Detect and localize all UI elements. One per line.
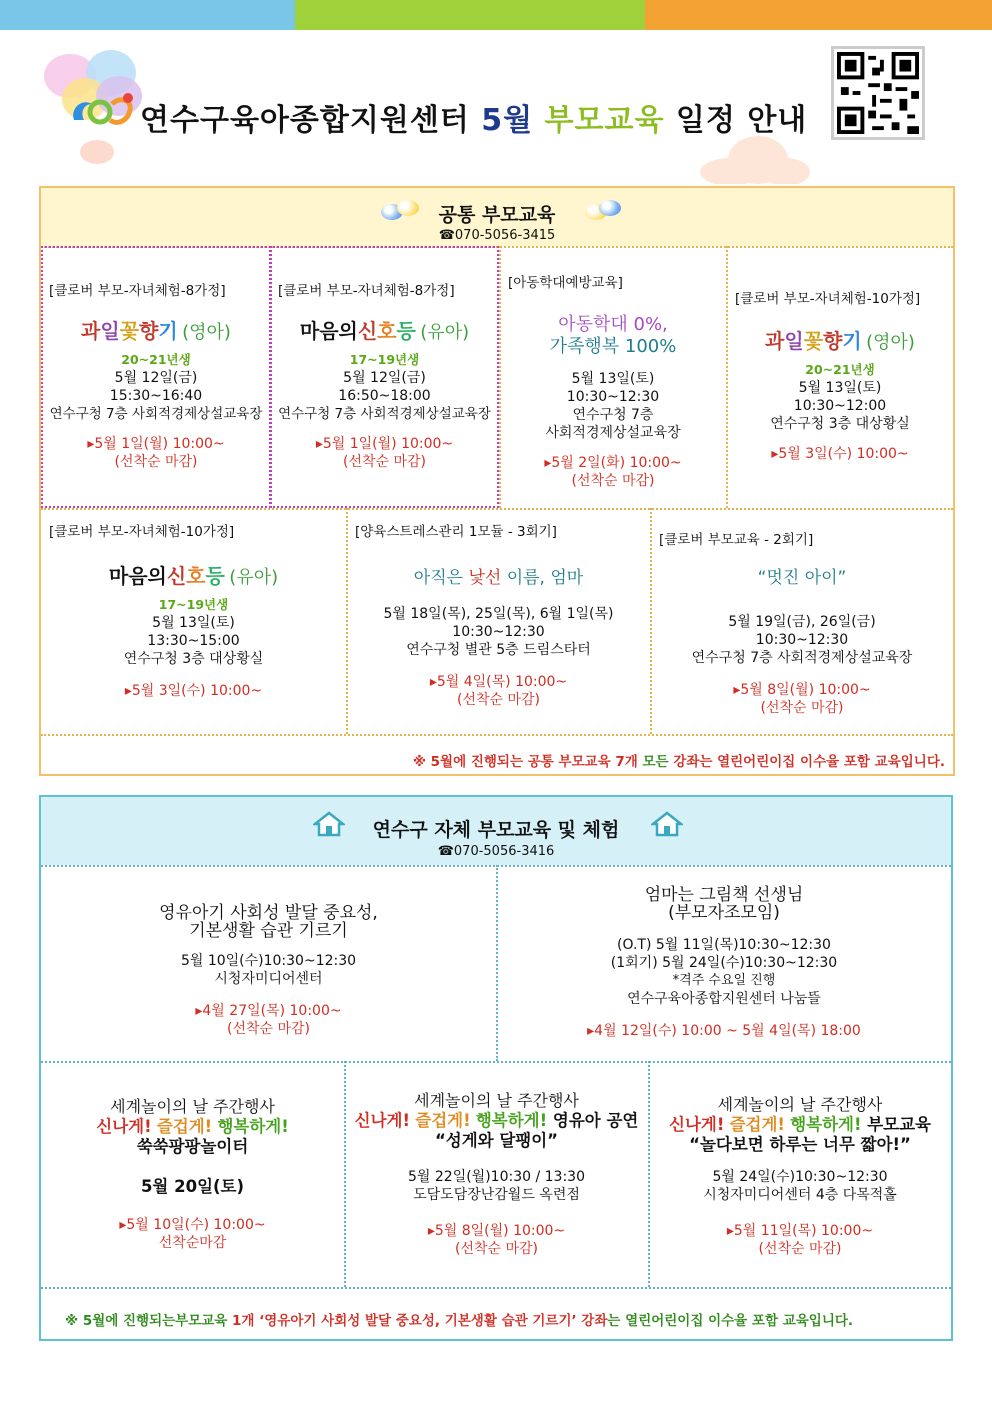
apply-note: (선착순 마감) bbox=[457, 692, 540, 708]
birth-years: 20~21년생 bbox=[121, 352, 191, 367]
event-time: 16:50~18:00 bbox=[338, 388, 431, 404]
local-section-title: 연수구 자체 부모교육 및 체험 bbox=[372, 819, 620, 841]
apply-note: (선착순 마감) bbox=[455, 1241, 538, 1257]
program-card bbox=[649, 1062, 951, 1287]
event-date: 5월 10일(수)10:30~12:30 bbox=[180, 953, 357, 969]
event-session-ot: (O.T) 5월 11일(목)10:30~12:30 bbox=[617, 937, 831, 953]
program-card bbox=[41, 246, 271, 508]
event-date: 5월 13일(토) bbox=[798, 380, 882, 396]
apply-period: ▸5월 10일(수) 10:00~ bbox=[119, 1217, 266, 1233]
common-phone: ☎070-5056-3415 bbox=[438, 228, 556, 243]
event-place: 연수구청 7층 bbox=[572, 407, 654, 423]
apply-period: ▸4월 12일(수) 10:00 ~ 5월 4일(목) 18:00 bbox=[587, 1023, 861, 1039]
local-education-section bbox=[39, 795, 953, 1341]
event-place: 연수구청 3층 대상황실 bbox=[123, 651, 264, 667]
local-footnote: ※ 5월에 진행되는부모교육 1개 ‘영유아기 사회성 발달 중요성, 기본생활 습관 기르기’ 강좌는 열린어린이집 이수율 포함 교육입니다. bbox=[65, 1313, 854, 1329]
program-subtitle: 아직은 낯선 이름, 엄마 bbox=[413, 568, 584, 588]
event-top-label: 세계놀이의 날 주간행사 bbox=[110, 1097, 275, 1116]
event-time: 10:30~12:30 bbox=[452, 624, 545, 640]
slogan-3: 행복하게! bbox=[790, 1115, 862, 1134]
event-session-1: (1회기) 5월 24일(수)10:30~12:30 bbox=[610, 955, 838, 971]
cloud-decoration bbox=[700, 134, 810, 184]
program-card bbox=[347, 509, 650, 734]
event-time: 15:30~16:40 bbox=[109, 388, 203, 404]
slogan-2: 즐겁게! bbox=[415, 1111, 471, 1130]
event-frequency: *격주 수요일 진행 bbox=[672, 973, 776, 988]
event-date: 5월 24일(수)10:30~12:30 bbox=[712, 1169, 888, 1185]
program-tag: [아동학대예방교육] bbox=[508, 275, 623, 291]
slogan-1: 신나게! bbox=[669, 1115, 725, 1134]
program-title: 엄마는 그림책 선생님 bbox=[644, 885, 804, 905]
title-guide: 일정 안내 bbox=[675, 103, 808, 138]
age-group: (영아) bbox=[182, 322, 231, 343]
event-place: 연수구청 7층 사회적경제상설교육장 bbox=[49, 406, 263, 422]
program-name-fruit: 과일꽃향기 bbox=[81, 319, 178, 343]
program-name-fruit: 과일꽃향기 bbox=[765, 329, 862, 353]
apply-period: ▸5월 3일(수) 10:00~ bbox=[124, 683, 263, 699]
program-card bbox=[651, 509, 953, 734]
apply-period: ▸5월 1일(월) 10:00~ bbox=[315, 436, 454, 452]
title-month: 5월 bbox=[481, 103, 534, 138]
program-title: 영유아기 사회성 발달 중요성, bbox=[159, 903, 378, 923]
apply-period: ▸5월 11일(목) 10:00~ bbox=[726, 1223, 874, 1239]
program-slogan-1: 아동학대 0%, bbox=[558, 314, 668, 335]
program-card bbox=[270, 246, 499, 508]
common-education-section bbox=[39, 186, 955, 776]
apply-note: (선착순 마감) bbox=[114, 454, 198, 470]
slogan-extra: 부모교육 bbox=[861, 1115, 931, 1134]
apply-period: ▸5월 8일(월) 10:00~ bbox=[733, 682, 871, 698]
house-icon bbox=[651, 811, 683, 837]
event-place-detail: 사회적경제상설교육장 bbox=[545, 425, 681, 441]
apply-period: ▸5월 8일(월) 10:00~ bbox=[427, 1223, 566, 1239]
slogan-3: 행복하게! bbox=[475, 1111, 548, 1130]
program-name-signal: 마음의신호등 bbox=[108, 564, 225, 588]
slogan-2: 즐겁게! bbox=[729, 1115, 785, 1134]
event-date: 5월 20일(토) bbox=[140, 1177, 245, 1196]
event-place: 연수구청 3층 대상황실 bbox=[770, 416, 910, 432]
program-slogan-2: 가족행복 100% bbox=[549, 336, 677, 357]
event-time: 10:30~12:30 bbox=[755, 632, 849, 648]
event-place: 연수구청 7층 사회적경제상설교육장 bbox=[278, 406, 491, 422]
event-place: 연수구청 7층 사회적경제상설교육장 bbox=[691, 650, 913, 666]
apply-note: (선착순 마감) bbox=[571, 473, 655, 489]
apply-note: 선착순마감 bbox=[158, 1235, 227, 1251]
event-time: 10:30~12:30 bbox=[566, 389, 660, 405]
top-color-bar bbox=[0, 0, 992, 30]
common-section-header bbox=[41, 188, 953, 246]
birth-years: 20~21년생 bbox=[805, 362, 875, 377]
event-date: 5월 12일(금) bbox=[343, 370, 426, 386]
common-section-title: 공통 부모교육 bbox=[438, 204, 556, 226]
apply-note: (선착순 마감) bbox=[758, 1241, 842, 1257]
apply-note: (선착순 마감) bbox=[343, 454, 426, 470]
apply-period: ▸5월 2일(화) 10:00~ bbox=[544, 455, 682, 471]
event-place: 시청자미디어센터 bbox=[214, 971, 323, 987]
program-title: 쑥쑥팡팡놀이터 bbox=[136, 1137, 249, 1156]
slogan-extra: 영유아 공연 bbox=[547, 1111, 639, 1130]
event-place: 연수구육아종합지원센터 나눔뜰 bbox=[627, 991, 821, 1007]
event-place: 도담도담장난감월드 옥련점 bbox=[413, 1187, 580, 1203]
title-edu: 부모교육 bbox=[544, 103, 665, 138]
program-subtitle: “멋진 아이” bbox=[757, 568, 847, 588]
common-footnote: ※ 5월에 진행되는 공통 부모교육 7개 모든 강좌는 열린어린이집 이수율 포함 교육입니다. bbox=[412, 754, 945, 770]
program-card bbox=[727, 246, 953, 508]
local-phone: ☎070-5056-3416 bbox=[437, 844, 555, 859]
age-group: (영아) bbox=[866, 332, 915, 353]
program-card bbox=[345, 1062, 648, 1287]
event-date: 5월 13일(토) bbox=[152, 615, 235, 631]
title-center: 연수구육아종합지원센터 bbox=[140, 103, 470, 138]
program-title: “놀다보면 하루는 너무 짧아!” bbox=[689, 1135, 911, 1154]
bubble-icon bbox=[599, 200, 621, 216]
slogan-2: 즐겁게! bbox=[156, 1117, 213, 1136]
event-time: 13:30~15:00 bbox=[147, 633, 240, 649]
program-tag: [클로버 부모-자녀체험-10가정] bbox=[735, 291, 921, 307]
event-time: 10:30~12:00 bbox=[793, 398, 887, 414]
apply-note: (선착순 마감) bbox=[760, 700, 844, 716]
program-tag: [클로버 부모-자녀체험-8가정] bbox=[49, 283, 226, 299]
event-date: 5월 12일(금) bbox=[114, 370, 198, 386]
page-title bbox=[140, 95, 807, 139]
birth-years: 17~19년생 bbox=[158, 597, 229, 612]
event-place: 시청자미디어센터 4층 다목적홀 bbox=[703, 1187, 897, 1203]
apply-period: ▸5월 1일(월) 10:00~ bbox=[87, 436, 225, 452]
event-date: 5월 22일(월)10:30 / 13:30 bbox=[408, 1169, 585, 1185]
apply-note: (선착순 마감) bbox=[227, 1021, 310, 1037]
qr-code[interactable] bbox=[831, 46, 925, 140]
birth-years: 17~19년생 bbox=[349, 352, 420, 367]
age-group: (유아) bbox=[420, 322, 470, 343]
program-title-2: (부모자조모임) bbox=[668, 903, 780, 923]
program-tag: [클로버 부모-자녀체험-8가정] bbox=[278, 283, 455, 299]
program-card bbox=[41, 1062, 344, 1287]
event-date: 5월 13일(토) bbox=[571, 371, 655, 387]
program-title-2: 기본생활 습관 기르기 bbox=[189, 921, 348, 941]
slogan-3: 행복하게! bbox=[217, 1117, 289, 1136]
local-section-header bbox=[41, 797, 951, 865]
event-top-label: 세계놀이의 날 주간행사 bbox=[717, 1095, 883, 1114]
program-tag: [클로버 부모-자녀체험-10가정] bbox=[49, 524, 235, 540]
apply-period: ▸5월 4일(목) 10:00~ bbox=[429, 674, 568, 690]
event-top-label: 세계놀이의 날 주간행사 bbox=[414, 1091, 579, 1110]
apply-period: ▸5월 3일(수) 10:00~ bbox=[771, 446, 909, 462]
qr-code-icon bbox=[837, 52, 919, 134]
program-tag: [클로버 부모교육 - 2회기] bbox=[659, 532, 814, 548]
program-card bbox=[41, 509, 346, 734]
event-date: 5월 18일(목), 25일(목), 6월 1일(목) bbox=[383, 606, 614, 622]
slogan-1: 신나게! bbox=[96, 1117, 152, 1136]
program-card bbox=[41, 866, 496, 1061]
program-name-signal: 마음의신호등 bbox=[299, 319, 416, 343]
event-date: 5월 19일(금), 26일(금) bbox=[728, 614, 876, 630]
apply-period: ▸4월 27일(목) 10:00~ bbox=[195, 1003, 342, 1019]
program-card bbox=[497, 866, 951, 1061]
age-group: (유아) bbox=[229, 567, 279, 588]
program-card bbox=[500, 246, 726, 508]
slogan-1: 신나게! bbox=[354, 1111, 411, 1130]
event-place: 연수구청 별관 5층 드림스타터 bbox=[406, 642, 591, 658]
center-logo-icon bbox=[68, 90, 138, 132]
program-tag: [양육스트레스관리 1모듈 - 3회기] bbox=[355, 524, 557, 540]
program-title: “성게와 달팽이” bbox=[434, 1131, 559, 1150]
